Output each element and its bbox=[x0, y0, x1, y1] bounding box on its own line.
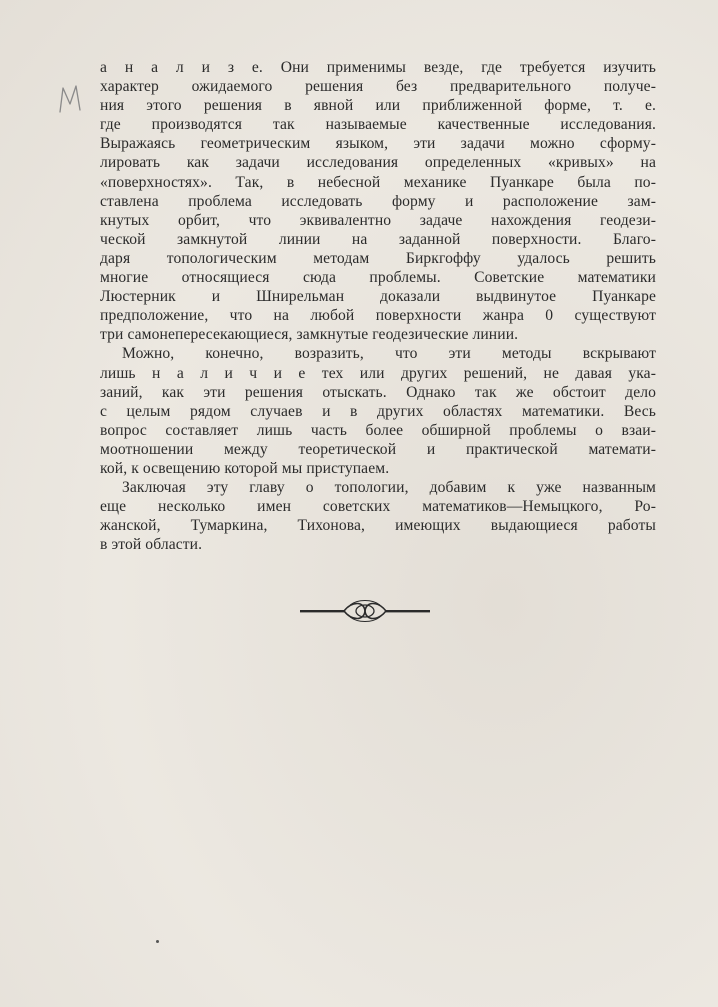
text-line: ставлена проблема исследовать форму и расположение зам- bbox=[100, 192, 656, 210]
text-line: ния этого решения в явной или приближенной форме, т. е. bbox=[100, 97, 656, 115]
text-line: вопрос составляет лишь часть более обширной проблемы о взаи- bbox=[100, 421, 656, 439]
text-line: ческой замкнутой линии на заданной поверхности. Благо- bbox=[100, 230, 656, 248]
text-line: с целым рядом случаев и в других областях математики. Весь bbox=[100, 402, 656, 420]
text-line: где производятся так называемые качественные исследования. bbox=[100, 116, 656, 134]
text-line: кой, к освещению которой мы приступаем. bbox=[100, 459, 390, 477]
text-line: еще несколько имен советских математиков—Немыцкого, Ро- bbox=[100, 498, 656, 516]
text-line: Можно, конечно, возразить, что эти методы вскрывают bbox=[122, 345, 656, 363]
text-line: жанской, Тумаркина, Тихонова, имеющих выдающиеся работы bbox=[100, 517, 656, 535]
text-line: даря топологическим методам Биркгоффу удалось решить bbox=[100, 249, 656, 267]
paragraph-2 bbox=[100, 344, 656, 478]
paper-speck bbox=[156, 940, 159, 943]
text-line: Люстерник и Шнирельман доказали выдвинутое Пуанкаре bbox=[100, 288, 656, 306]
text-line: лировать как задачи исследования определенных «кривых» на bbox=[100, 154, 656, 172]
text-line: заний, как эти решения отыскать. Однако так же обстоит дело bbox=[100, 383, 656, 401]
text-line: характер ожидаемого решения без предварительного получе- bbox=[100, 78, 656, 96]
text-line: «поверхностях». Так, в небесной механике Пуанкаре была по- bbox=[100, 173, 656, 191]
text-line: в этой области. bbox=[100, 536, 203, 554]
ornament-icon bbox=[300, 597, 430, 625]
text-line: кнутых орбит, что эквивалентно задаче нахождения геодези- bbox=[100, 211, 656, 229]
text-line: моотношении между теоретической и практической математи- bbox=[100, 440, 656, 458]
text-line: Выражаясь геометрическим языком, эти задачи можно сформу- bbox=[100, 135, 656, 153]
text-line: многие относящиеся сюда проблемы. Советские математики bbox=[100, 269, 656, 287]
paragraph-1 bbox=[100, 58, 656, 344]
text-line: три самонепересекающиеся, замкнутые геодезические линии. bbox=[100, 326, 519, 344]
text-line: Заключая эту главу о топологии, добавим к уже названным bbox=[122, 479, 656, 497]
pencil-margin-mark bbox=[56, 80, 86, 120]
text-line: предположение, что на любой поверхности жанра 0 существуют bbox=[100, 307, 656, 325]
text-line: а н а л и з е. Они применимы везде, где требуется изучить bbox=[100, 59, 656, 76]
text-line: лишь н а л и ч и е тех или других решений, не давая ука- bbox=[100, 364, 656, 382]
page-text bbox=[100, 58, 656, 554]
paragraph-3 bbox=[100, 478, 656, 554]
